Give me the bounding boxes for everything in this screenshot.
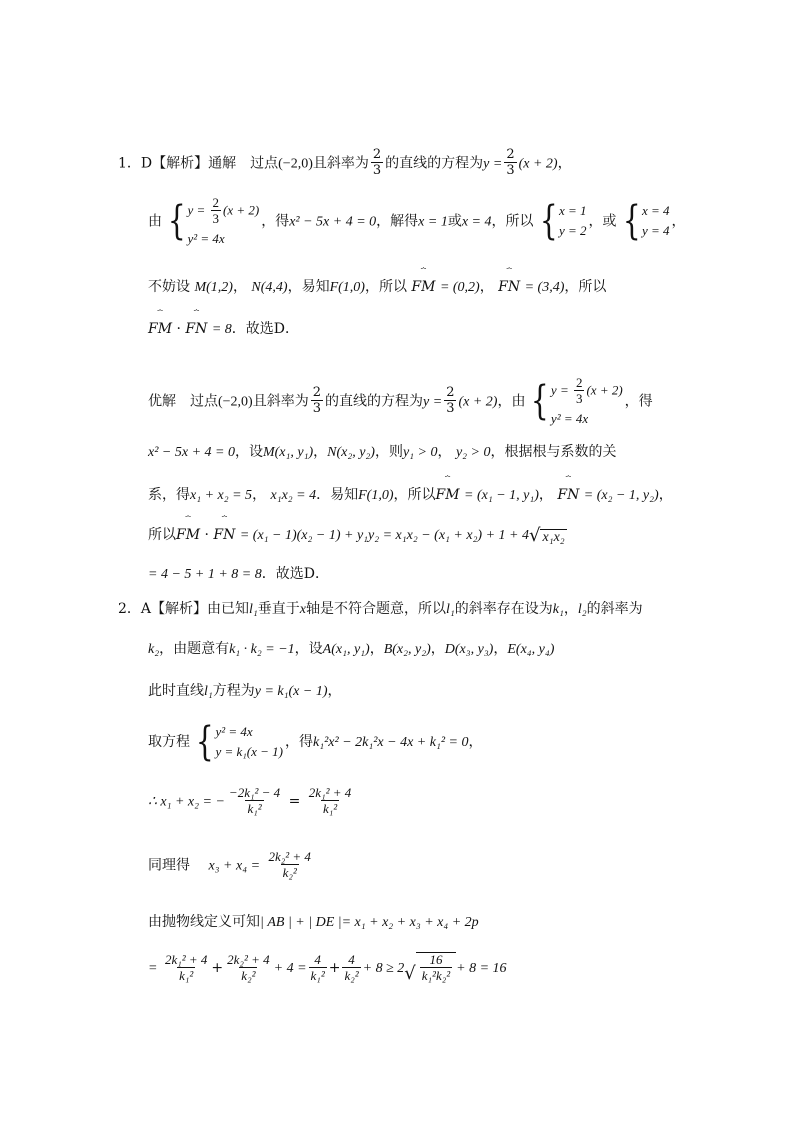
p1-math: (x + 2) <box>458 394 498 410</box>
p1-line7: 系，得x₁ + x₂ = 5， x₁x₂ = 4．易知F(1,0)，所以⏞ FM = (x₁ − 1, y₁)， ⏞ FN = (x₂ − 1, y₂)， <box>148 484 673 504</box>
num: 2k₁² + 4 <box>308 785 352 800</box>
fraction <box>163 953 209 984</box>
den: k₁² <box>310 967 325 983</box>
p1-text: ．故选D． <box>231 321 300 337</box>
p1-text: 由 <box>511 393 526 410</box>
p1-text: ，或 <box>588 213 617 230</box>
p1-text: ．故选D． <box>261 566 329 582</box>
p2-math: l₁ <box>249 602 258 617</box>
vector-fn: ⏞ FN <box>185 321 207 337</box>
p2-line4: 取方程 { y² = 4x y = k₁(x − 1) ，得k₁²x² − 2k₁²x − 4x + k₁² = 0， <box>148 719 483 765</box>
num: 4 <box>314 951 321 967</box>
num: 2k₂² + 4 <box>268 849 311 864</box>
vector-fn: ⏞ FN <box>498 279 520 295</box>
p1-text: ，则 <box>374 444 403 460</box>
p1-math: y₂ > 0 <box>455 445 491 460</box>
p2-text: 的斜率为 <box>586 601 643 617</box>
sqrt-body: x₁x₂ <box>542 529 565 545</box>
p1-math: y = <box>483 156 503 172</box>
p2-text: 取方程 <box>148 734 190 750</box>
den: k₁² <box>322 801 338 817</box>
den: k₁²k₂² <box>421 968 451 984</box>
p1-math: x₁x₂ = 4 <box>270 488 317 503</box>
vector-fn: ⏞ FN <box>213 527 235 543</box>
eq: y² = 4x <box>187 230 225 246</box>
eq: x = 4 <box>641 203 670 219</box>
p2-text: ，设 <box>294 641 323 657</box>
slope-fraction: $\frac{2}{3}$ <box>312 385 322 417</box>
p1-math: M(1,2) <box>194 280 233 295</box>
p2-line3: 此时直线l₁方程为y = k₁(x − 1)， <box>148 683 342 699</box>
p2-math: D(x₃, y₃) <box>444 642 494 657</box>
num: 4 <box>348 951 355 967</box>
p1-text: ，根据根与系数的关 <box>490 444 617 460</box>
p1-text: 系，得 <box>148 487 190 503</box>
p1-line9 <box>148 563 329 583</box>
p1-math: = 4 − 5 + 1 + 8 = 8 <box>148 567 262 582</box>
p2-line2: k₂，由题意有k₁ · k₂ = −1，设A(x₁, y₁)，B(x₂, y₂)，D(x₃, y₃)，E(x₄, y₄) <box>148 641 555 657</box>
p1-text: ，设 <box>234 444 263 460</box>
eq: y² = 4x <box>215 724 253 739</box>
num: 2k₂² + 4 <box>227 951 270 967</box>
sqrt: √ x₁x₂ <box>529 524 565 546</box>
eq: y = k₁(x − 1) <box>215 744 283 759</box>
p2-header: 2．A【解析】由已知 <box>118 601 250 617</box>
p1-text: 由 <box>148 213 162 230</box>
p1-math: = (0,2) <box>439 280 480 295</box>
p1-header: 1．D【解析】通解 过点 <box>118 155 279 172</box>
p1-text: ，解得 <box>376 213 419 230</box>
slope-fraction: $\frac{2}{3}$ <box>372 147 382 179</box>
p1-math: = 8 <box>211 322 232 337</box>
p2-math: k₁ · k₂ = −1 <box>229 642 295 657</box>
p2-line1: 2．A【解析】由已知l₁垂直于x轴是不符合题意，所以l₁的斜率存在设为k₁，l₂的斜率为 <box>118 601 643 617</box>
p1-math: x² − 5x + 4 = 0 <box>289 214 377 230</box>
p2-line8: = $\frac{\text{2k₁² + 4}}{\text{k₁²}}$ + $\frac{\text{2k₂² + 4}}{\text{k₂²}}$ + 4 = $\frac{4}{\text{k₁²}}$ + $\frac{4}{\text{k₂²}}$ + 8 ≥ 2 √ $\frac{16}{\text{k₁²k₂²}}$ + 8 = 16 <box>148 951 507 984</box>
den: k₁² <box>179 967 194 983</box>
p1-text: 且斜率为 <box>252 393 309 410</box>
p1-text: 或 <box>447 213 462 230</box>
p2-text: 轴是不符合题意，所以 <box>306 601 447 617</box>
p2-math: | AB | + | DE |= x₁ + x₂ + x₃ + x₄ + 2p <box>260 915 479 930</box>
eq: y = 2 <box>558 223 587 239</box>
p1-line1 <box>118 148 572 179</box>
p1-line3: 不妨设 M(1,2)， N(4,4)，易知F(1,0)，所以 ⏞ FM = (0,2)， ⏞ FN = (3,4)，所以 <box>148 276 606 296</box>
p2-text: ，得 <box>285 734 313 750</box>
system-b: { x = 4 y = 4 <box>622 198 670 245</box>
eq: x = 1 <box>558 203 587 219</box>
num: 2k₁² + 4 <box>164 951 208 967</box>
p1-line4: ⏞ FM · ⏞ FN = 8．故选D． <box>148 318 299 338</box>
p1-line2: 由 { y = $\frac{2}{3}$ (x + 2) y² = 4x ，得x² − 5x + 4 = 0，解得x = 1或x = 4，所以 { x = 1 y = 2 ，或 { x = 4 y = 4 ， <box>148 195 686 246</box>
slope-fraction: $\frac{2}{3}$ <box>506 147 515 179</box>
p1-text: ，得 <box>261 213 290 230</box>
sqrt: √ $\frac{16}{\text{k₁²k₂²}}$ <box>404 952 456 984</box>
p2-math: y = k₁(x − 1) <box>254 684 328 699</box>
p1-math: F(1,0) <box>358 488 394 503</box>
vector-fm: ⏞ FM <box>148 321 172 337</box>
p1-text: ，得 <box>624 393 653 410</box>
p2-line6 <box>148 850 315 881</box>
p1-math: N(4,4) <box>251 280 288 295</box>
p2-math: + 8 ≥ 2 <box>362 960 405 976</box>
p1-text: 且斜率为 <box>312 155 369 172</box>
p1-line6: x² − 5x + 4 = 0，设M(x₁, y₁)，N(x₂, y₂)，则y₁ > 0， y₂ > 0，根据根与系数的关 <box>148 444 617 460</box>
den: k₂² <box>241 967 256 983</box>
p2-math: x₃ + x₄ = <box>208 858 261 874</box>
p1-text: 所以 <box>148 527 176 543</box>
vector-fm: ⏞ FM <box>411 279 435 295</box>
system-a: { x = 1 y = 2 <box>539 198 587 245</box>
p1-math: F(1,0) <box>329 280 365 295</box>
p1-text: ， <box>557 155 572 172</box>
p2-line5: ∴ x₁ + x₂ = − $\frac{\text{−2k₁² − 4}}{\text{k₁²}}$ = $\frac{\text{2k₁² + 4}}{\text{k₁²}}$ <box>148 785 352 817</box>
fraction <box>309 953 327 984</box>
p2-math: l₁ <box>446 602 455 617</box>
p2-text: 同理得 <box>148 857 190 874</box>
p1-math: y₁ > 0 <box>402 445 438 460</box>
p1-text: ．易知 <box>316 487 359 503</box>
p2-text: 此时直线 <box>148 683 204 699</box>
fraction <box>307 786 353 817</box>
fraction <box>342 953 360 984</box>
num: −2k₁² − 4 <box>228 785 281 800</box>
fraction <box>266 850 312 881</box>
p1-math: = (3,4) <box>524 280 565 295</box>
p1-math: = (x₁ − 1, y₁) <box>464 488 539 503</box>
eq: y² = 4x <box>550 410 589 426</box>
p2-math: l₁ <box>204 684 213 699</box>
p2-line7 <box>148 911 479 931</box>
p2-math: B(x₂, y₂) <box>383 642 431 657</box>
p2-math: l₂ <box>577 602 587 617</box>
p1-math: N(x₂, y₂) <box>327 445 375 460</box>
vector-fm: ⏞ FM <box>176 527 200 543</box>
p2-math: ∴ x₁ + x₂ = − <box>148 794 225 810</box>
p1-line8: 所以⏞ FM · ⏞ FN = (x₁ − 1)(x₂ − 1) + y₁y₂ = x₁x₂ − (x₁ + x₂) + 1 + 4 √ x₁x₂ <box>148 524 567 546</box>
system-3: { y² = 4x y = k₁(x − 1) <box>195 719 283 765</box>
p2-math: k₁²x² − 2k₁²x − 4x + k₁² = 0 <box>313 735 469 750</box>
system-1: { y = $\frac{2}{3}$ (x + 2) y² = 4x <box>167 195 260 246</box>
fraction <box>225 953 271 984</box>
p1-text: 不妨设 <box>148 279 190 295</box>
p2-math: + 8 = 16 <box>456 960 507 976</box>
p2-math: k₂ <box>148 642 160 657</box>
p2-math: E(x₄, y₄) <box>507 642 555 657</box>
p2-text: 由抛物线定义可知 <box>148 914 260 930</box>
p2-text: 垂直于 <box>257 601 300 617</box>
p2-text: 方程为 <box>212 683 255 699</box>
p2-math: x <box>299 602 307 617</box>
p1-point: (−2,0) <box>278 156 313 172</box>
p2-math: k₁ <box>552 602 564 617</box>
p1-text: ，所以 <box>393 487 436 503</box>
p1-math: = (x₁ − 1)(x₂ − 1) + y₁y₂ = x₁x₂ − (x₁ + x₂) + 1 + 4 <box>239 528 529 543</box>
p1-text: 的直线的方程为 <box>385 155 484 172</box>
den: k₂² <box>282 865 297 881</box>
fraction <box>420 953 452 984</box>
p1-text: ，易知 <box>287 279 330 295</box>
p1-math: x = 1 <box>418 214 448 230</box>
vector-fn: ⏞ FN <box>557 487 579 503</box>
den: k₂² <box>344 967 359 983</box>
num: 16 <box>429 952 443 967</box>
p1-text: 优解 过点 <box>148 393 218 410</box>
eq: y = 4 <box>641 223 670 239</box>
den: k₁² <box>247 801 262 817</box>
p2-text: 的斜率存在设为 <box>454 601 553 617</box>
p1-math: x = 4 <box>461 214 492 230</box>
p1-text: ，所以 <box>491 213 534 230</box>
p1-line5: 优解 过点(−2,0)且斜率为 $\frac{2}{3}$ 的直线的方程为y = $\frac{2}{3}$ (x + 2)，由 { y = $\frac{2}{3}$ (x + 2) y² = 4x ，得 <box>148 375 653 426</box>
p2-text: ，由题意有 <box>159 641 230 657</box>
p1-math: x₁ + x₂ = 5 <box>190 488 253 503</box>
p1-math: (x + 2) <box>518 156 558 172</box>
p1-math: x² − 5x + 4 = 0 <box>148 445 235 460</box>
p2-math: + 4 = <box>273 960 307 976</box>
slope-fraction: $\frac{2}{3}$ <box>446 385 455 417</box>
p1-math: M(x₁, y₁) <box>262 445 314 460</box>
p1-math: y = <box>423 394 443 410</box>
p1-math: = (x₂ − 1, y₂) <box>583 488 659 503</box>
p2-math: A(x₁, y₁) <box>322 642 370 657</box>
p1-text: 的直线的方程为 <box>325 393 424 410</box>
fraction <box>227 786 282 817</box>
p1-point: (−2,0) <box>218 394 253 410</box>
system-2: { y = $\frac{2}{3}$ (x + 2) y² = 4x <box>531 375 623 426</box>
vector-fm: ⏞ FM <box>436 487 460 503</box>
